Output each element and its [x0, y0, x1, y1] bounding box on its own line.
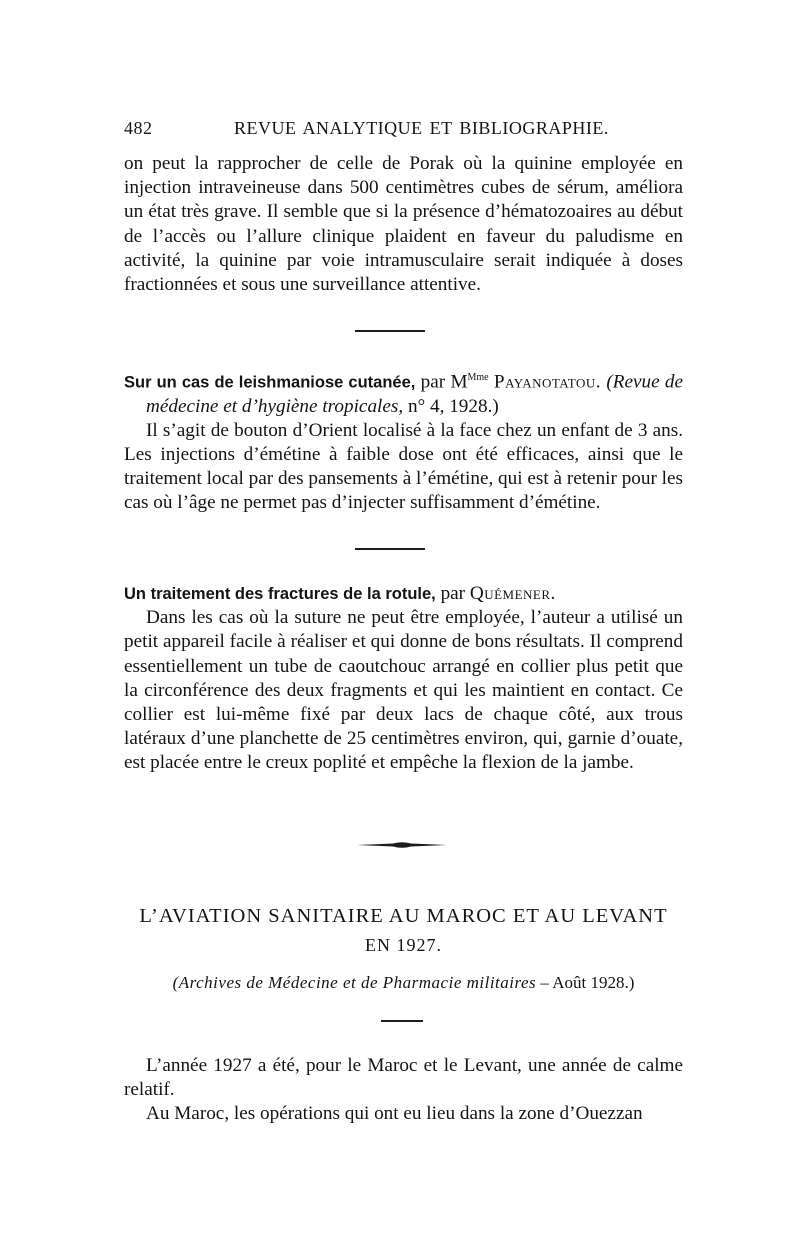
citation-details: n° 4, 1928.) — [407, 395, 499, 417]
article-main-title: L’AVIATION SANITAIRE AU MAROC ET AU LEVANT — [139, 905, 668, 927]
running-head: REVUE ANALYTIQUE ET BIBLIOGRAPHIE. — [234, 118, 609, 138]
article-title-year: EN 1927. — [365, 935, 442, 955]
source-journal: (Archives de Médecine et de Pharmacie militaires — [172, 973, 537, 992]
citation-journal: (Revue de médecine et d’hygiène tropicales, — [146, 371, 683, 417]
intro-paragraph: on peut la rapprocher de celle de Porak où la quinine employée en injection intraveineuse dans 500 centimètres cubes de sérum, améliora un état très grave. Il semble que si la présence d’hématozoaires au début de l’accès ou l’allure clinique plaident en faveur du paludisme en activité, la quinine par voie intramusculaire serait indiquée à doses fractionnées et sous une surveillance attentive. — [124, 153, 683, 296]
fleuron-ornament — [357, 840, 447, 850]
by-word: par — [420, 371, 446, 393]
article-aviation-body — [124, 1054, 683, 1127]
article-heading: Sur un cas de leishmaniose cutanée, par $M^{Mme}$ Payanotatou. (Revue de médecine et d’hygiène tropicales, n° 4, 1928.) — [124, 371, 683, 417]
article-author: Quémener. — [469, 583, 556, 604]
aviation-paragraph: L’année 1927 a été, pour le Maroc et le Levant, une année de calme relatif. — [124, 1055, 683, 1101]
article-source — [124, 973, 683, 993]
source-date: – Août 1928.) — [540, 973, 635, 992]
article-body: Il s’agit de bouton d’Orient localisé à la face chez un enfant de 3 ans. Les injections d’émétine à faible dose ont été efficaces, ainsi que le traitement local par des pansements à l’émétine, qui est à retenir pour les cas où l’âge ne permet pas d’injecter suffisamment d’émétine. — [124, 419, 683, 514]
title-divider — [381, 1020, 423, 1022]
article-body: Dans les cas où la suture ne peut être employée, l’auteur a utilisé un petit appareil facile à réaliser et qui donne de bons résultats. Il comprend essentiellement un tube de caoutchouc arrangé en collier plus petit que la circonférence des deux fragments et qui les maintient en contact. Ce collier est lui-même fixé par deux lacs de chaque côté, aux trous latéraux d’une planchette de 25 centimètres environ, qui, garnie d’ouate, est placée entre le creux poplité et empêche la flexion de la jambe. — [124, 607, 683, 774]
section-divider — [355, 330, 425, 332]
article-leishmaniose — [124, 366, 683, 516]
article-title: Sur un cas de leishmaniose cutanée, — [124, 373, 416, 392]
page-number: 482 — [124, 118, 153, 138]
aviation-paragraph: Au Maroc, les opérations qui ont eu lieu dans la zone d’Ouezzan — [146, 1103, 643, 1125]
intro-block — [124, 152, 683, 297]
article-title: Un traitement des fractures de la rotule, — [124, 585, 436, 603]
by-word: par — [440, 583, 466, 604]
article-author: Payanotatou. — [493, 371, 602, 393]
section-divider — [355, 548, 425, 550]
article-heading — [124, 582, 683, 606]
author-title: Mme — [467, 372, 489, 383]
article-rotule — [124, 582, 683, 776]
page-header — [124, 118, 684, 142]
